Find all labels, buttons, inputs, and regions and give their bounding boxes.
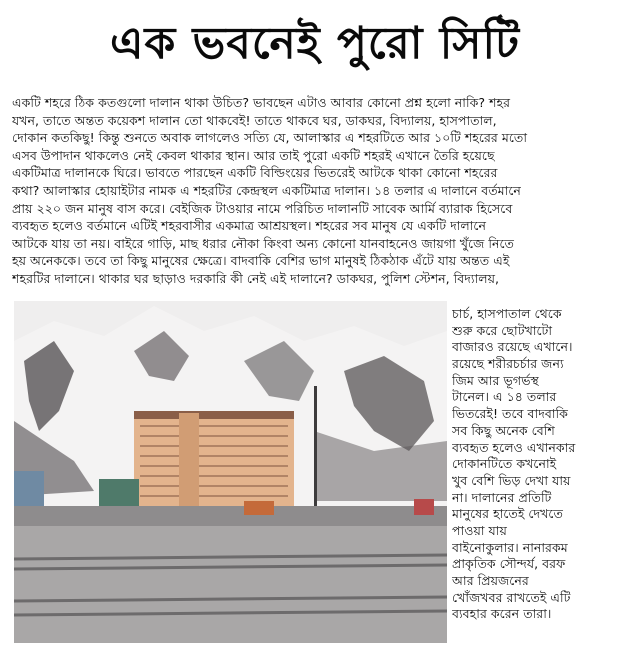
side-line: সব কিছু অনেক বেশি [452, 422, 555, 438]
side-line: বাজারও রয়েছে এখানে। [452, 339, 573, 355]
side-line: চার্চ, হাসপাতাল থেকে [452, 306, 562, 321]
shed [14, 471, 44, 511]
side-line: ভিতরেই! তবে বাদবাকি [452, 406, 568, 422]
article-body [12, 94, 616, 288]
side-line: রয়েছে শরীরচর্চার জন্য [452, 356, 564, 372]
light-pole [314, 386, 317, 516]
side-line: টানেল। এ ১৪ তলার [452, 389, 557, 405]
vehicles-row [14, 506, 447, 526]
body-line: একটি শহরে ঠিক কতগুলো দালান থাকা উচিত? ভাবছেন এটাও আবার কোনো প্রশ্ন হলো নাকি? শহর [12, 95, 511, 110]
side-line: না। দালানের প্রতিটি [452, 489, 552, 505]
side-line: আর প্রিয়জনের [452, 573, 529, 588]
body-line: এসব উপাদান থাকলেও নেই কেবল থাকার স্থান। আর তাই পুরো একটি শহরই এখানে তৈরি হয়েছে [12, 147, 495, 163]
article-side-column [452, 306, 620, 623]
truck [244, 501, 274, 515]
side-line: ব্যবহার করেন তারা। [452, 606, 552, 622]
ground [14, 526, 447, 643]
body-line: কথা? আলাস্কার হোয়াইটার নামক এ শহরটির কেন্দ্রস্থল একটিমাত্র দালান। ১৪ তলার এ দালানে বর্তমানে [12, 182, 521, 198]
article-photo-begich-towers [14, 301, 447, 643]
truck [414, 499, 434, 515]
side-line: দোকানটিতে কখনোই [452, 456, 557, 472]
building-roof [134, 411, 294, 419]
side-line: ব্যবহৃত হলেও এখানকার [452, 439, 576, 455]
side-line: খুব বেশি ভিড় দেখা যায় [452, 472, 571, 488]
side-line: বাইনোকুলার। নানারকম [452, 539, 568, 555]
photo-illustration [14, 301, 447, 643]
body-line: প্রায় ২২০ জন মানুষ বাস করে। বেইজিক টাওয়ার নামে পরিচিত দালানটি সাবেক আর্মি ব্যারাক হিসেবে [12, 200, 513, 216]
building-stairwell [179, 413, 199, 506]
body-line: একটিমাত্র দালানকে ঘিরে। ভাবতে পারছেন একটি বিল্ডিংয়ের ভিতরেই আটকে থাকা কোনো শহরের [12, 165, 498, 181]
side-line: শুরু করে ছোটখাটো [452, 322, 553, 338]
body-line: যখন, তাতে অন্তত কয়েকশ দালান তো থাকবেই! তাতে থাকবে ঘর, ডাকঘর, বিদ্যালয়, হাসপাতাল, [12, 112, 497, 128]
side-line: প্রাকৃতিক সৌন্দর্য, বরফ [452, 556, 566, 572]
body-line: হয় অনেককে। তবে তা কিছু মানুষের ক্ষেত্রে। বাদবাকি বেশির ভাগ মানুষই ঠিকঠাক এঁটে যায় অন্তত এই [12, 253, 510, 269]
body-line: শহরটির দালানে। থাকার ঘর ছাড়াও দরকারি কী নেই এই দালানে? ডাকঘর, পুলিশ স্টেশন, বিদ্যালয়, [12, 270, 500, 286]
body-line: ব্যবহৃত হলেও বর্তমানে এটিই শহরবাসীর একমাত্র আশ্রয়স্থল। শহরের সব মানুষ যে একটি দালানে [12, 218, 486, 234]
article-headline: এক ভবনেই পুরো সিটি [109, 18, 521, 69]
body-line: আটকে যায় তা নয়। বাইরে গাড়ি, মাছ ধরার নৌকা কিংবা অন্য কোনো যানবাহনেও জায়গা খুঁজে নিতে [12, 235, 514, 251]
body-line: দোকান কতকিছু! কিন্তু শুনতে অবাক লাগলেও সত্যি যে, আলাস্কার এ শহরটিতে আর ১০টি শহরের মতো [12, 130, 527, 146]
side-line: মানুষের হাতেই দেখতে [452, 506, 563, 522]
warehouse [99, 479, 139, 507]
side-line: পাওয়া যায় [452, 522, 507, 538]
side-line: খোঁজখবর রাখতেই এটি [452, 589, 571, 605]
side-line: জিম আর ভূগর্ভস্থ [452, 372, 539, 388]
